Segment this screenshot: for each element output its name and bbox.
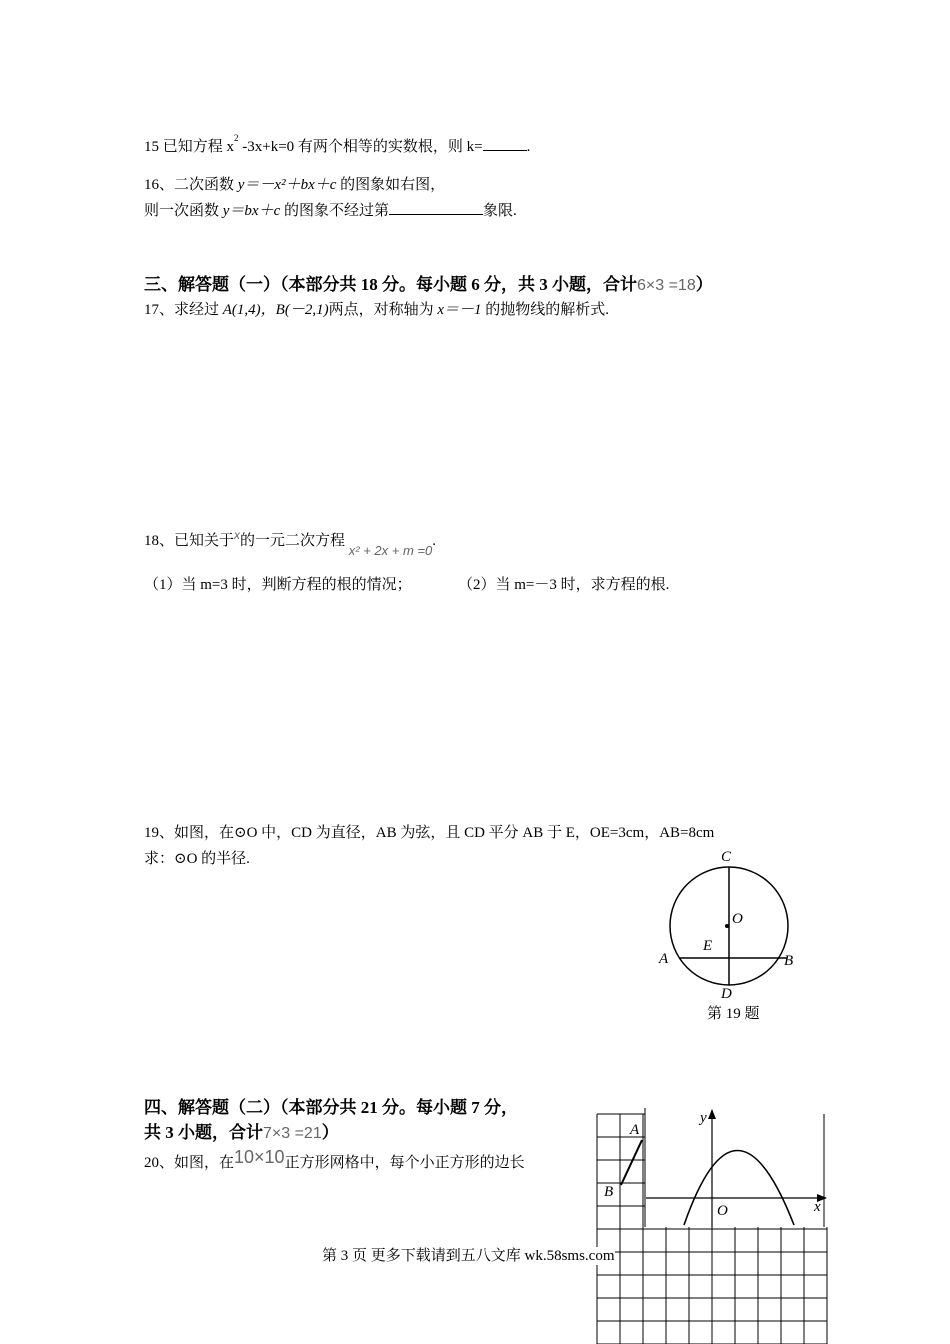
q16-text: 象限. (483, 203, 517, 219)
figure-19-caption: 第 19 题 (707, 1006, 760, 1022)
question-15 (144, 133, 530, 156)
label-o: O (732, 911, 743, 927)
q20-text: 20、如图，在 (144, 1155, 235, 1171)
q18-part-1: （1）当 m=3 时，判断方程的根的情况； (144, 577, 412, 593)
question-17 (144, 301, 609, 319)
label-point-b: B (604, 1184, 614, 1200)
q16-quadratic: y＝－x²＋bx＋c (237, 177, 337, 193)
q16-text: 的图象如右图， (336, 177, 446, 193)
q16-text: 的图象不经过第 (280, 203, 390, 219)
q15-middle: -3x+k=0 有两个相等的实数根，则 k= (242, 139, 483, 155)
label-a: A (659, 951, 669, 967)
q18-text: . (432, 533, 436, 549)
q18-part-2: （2）当 m=－3 时，求方程的根. (458, 577, 670, 593)
q16-linear: y＝bx＋c (222, 203, 281, 219)
section-3-close: ） (695, 275, 713, 294)
q17-points: A(1,4)，B(－2,1) (222, 302, 329, 318)
graph-background (645, 1108, 830, 1227)
q16-text: 则一次函数 (144, 203, 223, 219)
section-4-formula: 7×3 =21 (263, 1125, 322, 1142)
question-16-line-1 (144, 176, 445, 194)
section-4-heading-line-2 (144, 1123, 339, 1143)
q20-text: 正方形网格中，每个小正方形的边长 (284, 1155, 525, 1171)
section-3-heading (144, 275, 713, 295)
question-18 (144, 528, 436, 558)
label-x: x (814, 1199, 821, 1215)
question-16-line-2 (144, 202, 517, 220)
q18-equation: x² + 2x + m =0 (348, 543, 433, 558)
label-y: y (700, 1110, 707, 1126)
section-3-formula: 6×3 =18 (637, 277, 696, 294)
q18-variable: x (234, 528, 241, 542)
section-4-close: ） (321, 1123, 339, 1142)
q17-text: 的抛物线的解析式. (481, 302, 610, 318)
section-3-title: 三、解答题（一）（本部分共 18 分。每小题 6 分，共 3 小题，合计 (144, 275, 637, 294)
grid-parabola-figure (590, 1108, 835, 1344)
page-footer: 第 3 页 更多下载请到五八文库 wk.58sms.com (322, 1248, 615, 1264)
question-19-line-2: 求：⊙O 的半径. (144, 851, 250, 867)
section-4-heading-line-1: 四、解答题（二）（本部分共 21 分。每小题 7 分， (144, 1098, 518, 1117)
label-d: D (721, 986, 732, 1002)
q16-answer-blank[interactable] (389, 214, 483, 215)
label-e: E (703, 938, 713, 954)
q16-text: 16、二次函数 (144, 177, 238, 193)
q15-exponent: 2 (234, 133, 239, 143)
segment-ab (621, 1140, 642, 1185)
label-origin: O (717, 1203, 728, 1219)
center-point (725, 924, 729, 928)
q17-text: 17、求经过 (144, 302, 223, 318)
q15-answer-blank[interactable] (483, 150, 527, 151)
q15-suffix: . (526, 139, 531, 155)
q15-prefix: 15 已知方程 x (144, 139, 235, 155)
q18-text: 的一元二次方程 (240, 533, 346, 549)
q17-text: 两点，对称轴为 (328, 302, 438, 318)
label-c: C (721, 849, 732, 865)
q20-grid-size: 10×10 (234, 1147, 285, 1167)
q18-text: 18、已知关于 (144, 533, 235, 549)
question-19-line-1: 19、如图，在⊙O 中，CD 为直径，AB 为弦，且 CD 平分 AB 于 E，OE=3cm，AB=8cm (144, 825, 715, 841)
question-20 (144, 1147, 525, 1173)
label-b: B (784, 953, 794, 969)
label-point-a: A (630, 1122, 640, 1138)
q17-axis: x＝－1 (437, 302, 482, 318)
section-4-title: 共 3 小题，合计 (144, 1123, 263, 1142)
